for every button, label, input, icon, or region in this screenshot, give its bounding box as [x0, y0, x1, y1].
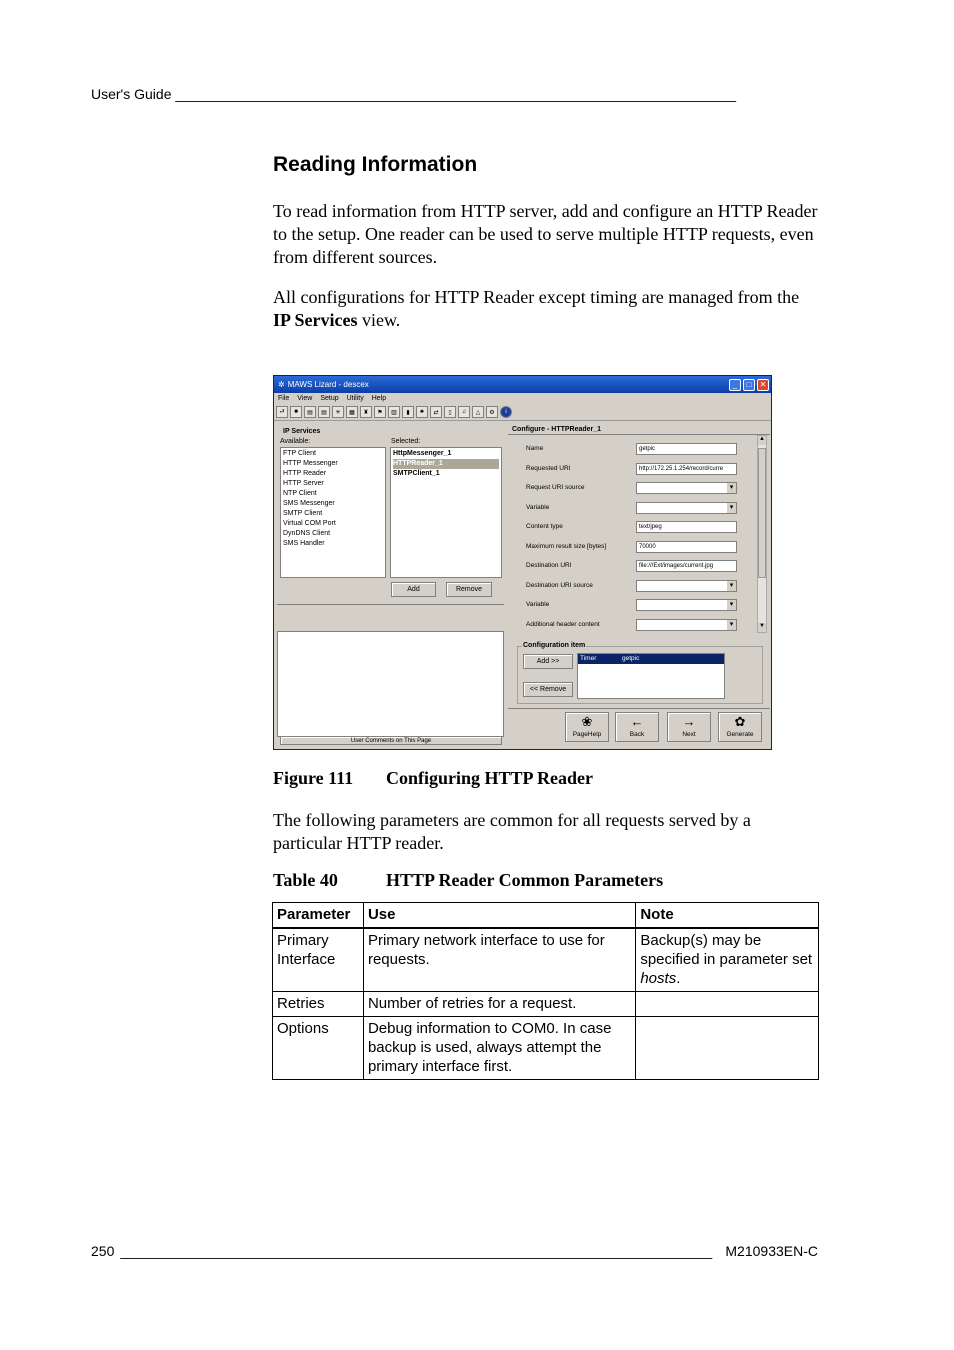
field-input[interactable]: 70000: [636, 541, 737, 553]
toolbar-grid-icon[interactable]: ▦: [346, 406, 358, 418]
page-footer: [91, 1243, 818, 1259]
pagehelp-icon: ❀: [581, 714, 593, 729]
window-titlebar: [274, 376, 771, 393]
parameters-table: [272, 902, 819, 1080]
available-item[interactable]: Virtual COM Port: [283, 520, 336, 527]
toolbar: [274, 404, 771, 421]
page-header: [91, 86, 811, 102]
nav-divider: [508, 708, 770, 709]
field-label: Destination URI: [526, 562, 572, 569]
note-suffix: .: [676, 970, 681, 987]
toolbar-settings-icon[interactable]: ⚙: [486, 406, 498, 418]
toolbar-flag-icon[interactable]: ⚑: [374, 406, 386, 418]
configure-title: Configure - HTTPReader_1: [512, 426, 602, 433]
field-dropdown[interactable]: [636, 502, 737, 514]
back-label: Back: [629, 731, 645, 738]
menu-help[interactable]: Help: [371, 395, 387, 402]
panel-divider: [277, 604, 504, 605]
page-number: 250: [91, 1243, 115, 1259]
configure-divider: [508, 434, 770, 435]
maws-lizard-window: [273, 375, 772, 750]
available-item[interactable]: SMS Messenger: [283, 500, 335, 507]
available-item[interactable]: HTTP Reader: [283, 470, 327, 477]
toolbar-stop-icon[interactable]: ■: [290, 406, 302, 418]
menu-utility[interactable]: Utility: [346, 395, 364, 402]
figure-title: Configuring HTTP Reader: [386, 768, 594, 788]
info-icon[interactable]: i: [500, 406, 512, 418]
table-title: HTTP Reader Common Parameters: [386, 870, 664, 890]
header-rule: ________________________________________________________________________: [175, 86, 736, 102]
generate-icon: ✿: [734, 714, 746, 729]
field-label: Name: [526, 445, 544, 452]
user-comments-button[interactable]: User Comments on This Page: [280, 736, 502, 745]
parameters-paragraph: The following parameters are common for all requests served by a particular HTTP reader.: [273, 810, 751, 853]
cell-use: Primary network interface to use for requests.: [363, 928, 635, 992]
available-item[interactable]: DynDNS Client: [283, 530, 331, 537]
generate-label: Generate: [726, 731, 754, 738]
scroll-thumb[interactable]: [758, 448, 766, 578]
configuration-item-row[interactable]: [578, 654, 724, 664]
toolbar-device2-icon[interactable]: ▤: [318, 406, 330, 418]
cell-use: Debug information to COM0. In case backup is used, always attempt the primary interface first.: [363, 1017, 635, 1080]
field-input[interactable]: getpic: [636, 443, 737, 455]
pagehelp-button[interactable]: [565, 712, 609, 742]
generate-button[interactable]: [718, 712, 762, 742]
minimize-icon[interactable]: _: [729, 379, 741, 391]
comments-box[interactable]: [277, 631, 504, 737]
field-label: Variable: [526, 601, 550, 608]
table-header-row: [273, 903, 819, 929]
selected-item[interactable]: HttpMessenger_1: [393, 450, 452, 457]
configuration-item-label: Configuration item: [523, 642, 586, 649]
maximize-icon[interactable]: □: [743, 379, 755, 391]
note-emphasis: hosts: [640, 970, 677, 987]
toolbar-device-icon[interactable]: ▤: [304, 406, 316, 418]
intro-paragraph: To read information from HTTP server, add and configure an HTTP Reader to the setup. One reader can be used to serve multiple HTTP requests, even from different sources.: [273, 201, 818, 267]
footer-rule: ____________________________________________________________________________: [120, 1243, 713, 1259]
back-button[interactable]: [615, 712, 659, 742]
para2-pre: All configurations for HTTP Reader except timing are managed from the: [273, 287, 800, 307]
selected-label: Selected:: [391, 438, 421, 445]
field-input[interactable]: text/jpeg: [636, 521, 737, 533]
toolbar-chart-icon[interactable]: ▥: [388, 406, 400, 418]
item-type: Timer: [580, 655, 597, 662]
table-row: [273, 992, 819, 1017]
add-button[interactable]: Add: [391, 582, 436, 597]
toolbar-alarm-icon[interactable]: △: [472, 406, 484, 418]
field-dropdown[interactable]: [636, 599, 737, 611]
figure-number: Figure 111: [273, 768, 354, 788]
field-input[interactable]: http://172.25.1.254/record/curre: [636, 463, 737, 475]
para2-bold: IP Services: [273, 310, 358, 330]
toolbar-transfer-icon[interactable]: ⇄: [430, 406, 442, 418]
ip-services-label: IP Services: [283, 428, 321, 435]
field-dropdown[interactable]: [636, 482, 737, 494]
configuration-item-list[interactable]: [577, 653, 725, 699]
available-item[interactable]: NTP Client: [283, 490, 317, 497]
cell-parameter: Primary Interface: [273, 928, 364, 992]
cell-parameter: Retries: [273, 992, 364, 1017]
selected-item[interactable]: HTTPReader_1: [393, 459, 499, 469]
toolbar-battery-icon[interactable]: ▮: [402, 406, 414, 418]
selected-list[interactable]: [390, 447, 502, 578]
available-item[interactable]: SMS Handler: [283, 540, 325, 547]
window-title: MAWS Lizard - descex: [287, 380, 369, 389]
table-row: [273, 928, 819, 992]
available-item[interactable]: HTTP Messenger: [283, 460, 338, 467]
field-input[interactable]: file:///Ext/images/current.jpg: [636, 560, 737, 572]
field-label: Variable: [526, 503, 550, 511]
ip-services-paragraph: [273, 286, 818, 332]
available-label: Available:: [280, 438, 311, 445]
available-list[interactable]: [280, 447, 386, 578]
header-parameter: Parameter: [273, 903, 364, 929]
cell-parameter: Options: [273, 1017, 364, 1080]
field-label: Requested URI: [526, 464, 571, 472]
item-name: getpic: [622, 655, 640, 662]
selected-item[interactable]: SMTPClient_1: [393, 470, 440, 477]
field-dropdown[interactable]: [636, 580, 737, 592]
menu-view[interactable]: View: [297, 395, 313, 402]
remove-item-button[interactable]: << Remove: [523, 682, 573, 697]
toolbar-sensor-icon[interactable]: ✳: [332, 406, 344, 418]
menu-bar: [274, 393, 771, 404]
next-arrow-icon: →: [682, 714, 696, 729]
field-label: Request URI source: [526, 484, 585, 491]
menu-setup[interactable]: Setup: [320, 395, 339, 402]
app-icon: ✲: [278, 380, 285, 389]
available-item[interactable]: SMTP Client: [283, 510, 323, 517]
document-code: M210933EN-C: [725, 1243, 818, 1259]
available-item[interactable]: FTP Client: [283, 450, 316, 457]
field-label: Destination URI source: [526, 581, 593, 589]
cell-note: [636, 1017, 819, 1080]
header-use: Use: [363, 903, 635, 929]
toolbar-run-icon[interactable]: ♜: [360, 406, 372, 418]
toolbar-network-icon[interactable]: ♣: [416, 406, 428, 418]
configure-scrollbar[interactable]: [757, 435, 767, 633]
table-caption: [273, 870, 663, 891]
toolbar-page-icon[interactable]: ▯: [444, 406, 456, 418]
scroll-down-icon[interactable]: ▼: [758, 623, 766, 632]
scroll-up-icon[interactable]: ▲: [758, 436, 766, 445]
table-number: Table 40: [273, 870, 338, 890]
next-button[interactable]: [667, 712, 711, 742]
field-label: Additional header content: [526, 620, 600, 628]
back-arrow-icon: ←: [630, 714, 644, 729]
header-text: User's Guide: [91, 86, 172, 102]
pagehelp-label: PageHelp: [572, 731, 602, 738]
remove-button[interactable]: Remove: [446, 582, 492, 597]
header-note: Note: [636, 903, 819, 929]
close-icon[interactable]: ✕: [757, 379, 769, 391]
note-text: Backup(s) may be specified in parameter set: [640, 932, 813, 968]
available-item[interactable]: HTTP Server: [283, 480, 324, 487]
cell-note: [636, 928, 819, 992]
para2-post: view.: [357, 310, 401, 330]
field-dropdown[interactable]: [636, 619, 737, 631]
table-row: [273, 1017, 819, 1080]
field-label: Content type: [526, 523, 563, 530]
cell-note: [636, 992, 819, 1017]
cell-use: Number of retries for a request.: [363, 992, 635, 1017]
toolbar-bell-icon[interactable]: ♫: [458, 406, 470, 418]
section-title: Reading Information: [273, 153, 478, 176]
figure-caption: [273, 768, 593, 789]
menu-file[interactable]: File: [278, 395, 290, 402]
add-item-button[interactable]: Add >>: [523, 654, 573, 669]
toolbar-connect-icon[interactable]: ⮐: [276, 406, 288, 418]
next-label: Next: [682, 731, 696, 738]
field-label: Maximum result size [bytes]: [526, 542, 607, 550]
